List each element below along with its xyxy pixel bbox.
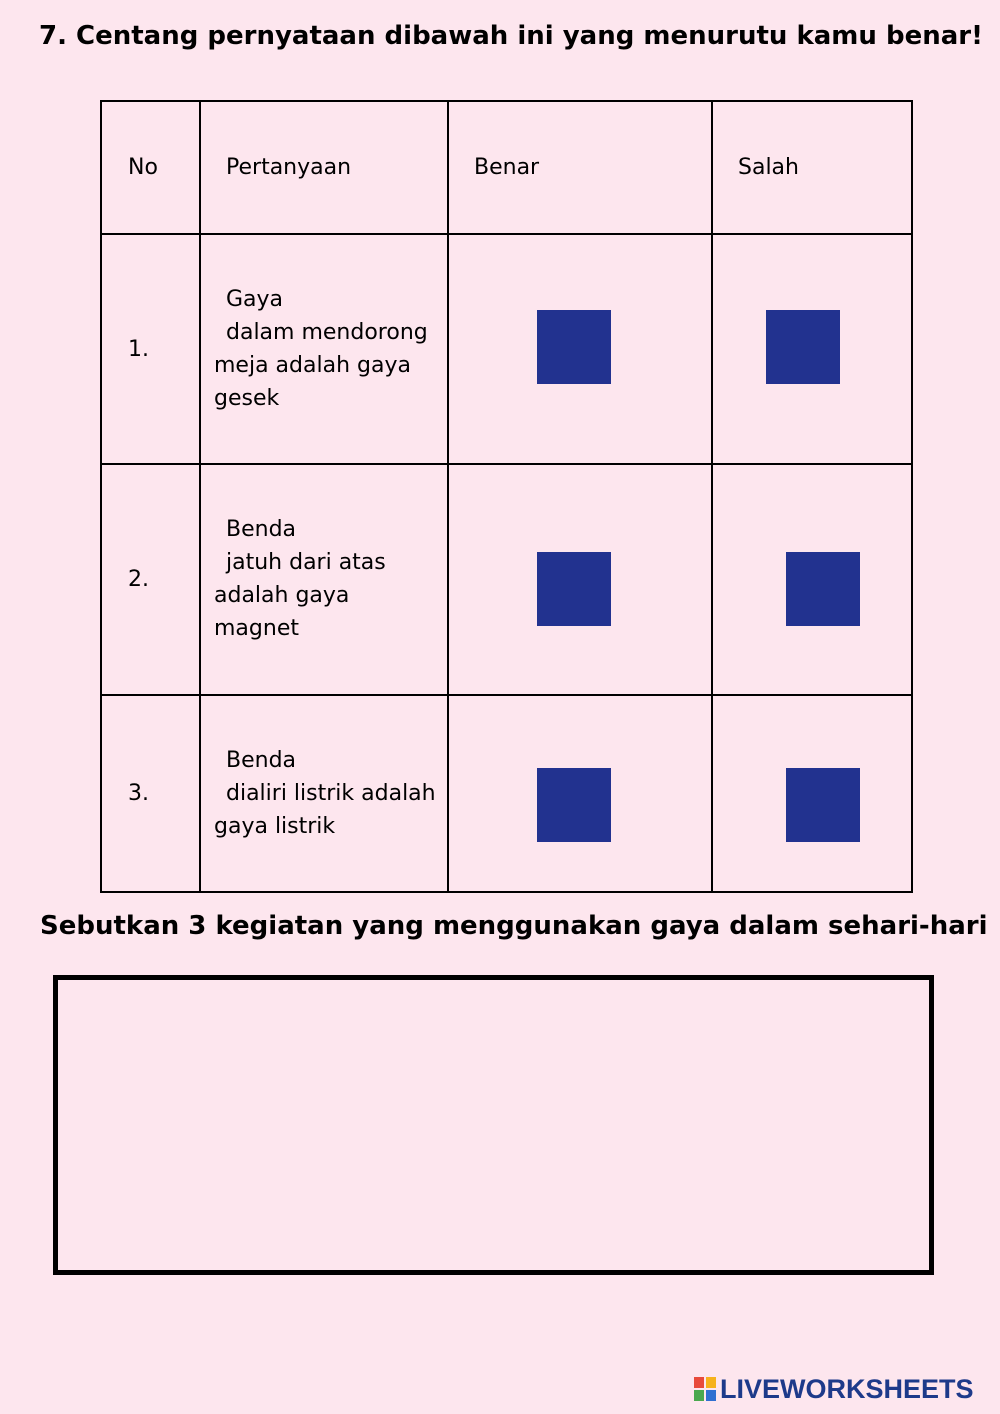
question-line: dalam mendorong	[226, 320, 428, 345]
checkbox-false-2[interactable]	[786, 552, 860, 626]
question-line: Benda	[226, 748, 297, 773]
header-true: Benar	[474, 155, 540, 180]
logo-mark-icon	[694, 1377, 716, 1401]
column-divider	[447, 102, 449, 891]
question-line: Benda	[226, 517, 297, 542]
row-divider	[102, 694, 911, 696]
question-line: dialiri listrik adalah	[226, 781, 436, 806]
checkbox-true-1[interactable]	[537, 310, 611, 384]
column-divider	[711, 102, 713, 891]
checkbox-false-3[interactable]	[786, 768, 860, 842]
logo-square	[694, 1377, 704, 1388]
header-no: No	[128, 155, 158, 180]
question-line: gesek	[214, 386, 280, 411]
question-title: 7. Centang pernyataan dibawah ini yang menurutu kamu benar!	[39, 21, 983, 51]
question-line: adalah gaya	[214, 583, 350, 608]
logo-square	[694, 1390, 704, 1401]
checkbox-false-1[interactable]	[766, 310, 840, 384]
liveworksheets-logo	[694, 1372, 974, 1406]
row-divider	[102, 233, 911, 235]
answer-text-box[interactable]	[53, 975, 934, 1275]
question-line: gaya listrik	[214, 814, 336, 839]
question-line: Gaya	[226, 287, 284, 312]
header-question: Pertanyaan	[226, 155, 352, 180]
activity-question: Sebutkan 3 kegiatan yang menggunakan gaya dalam sehari-hari	[40, 911, 988, 941]
question-text	[214, 513, 446, 645]
logo-text: LIVEWORKSHEETS	[720, 1373, 974, 1404]
column-divider	[199, 102, 201, 891]
logo-square	[706, 1377, 716, 1388]
question-line: meja adalah gaya	[214, 353, 411, 378]
question-text	[214, 283, 446, 415]
question-line: magnet	[214, 616, 299, 641]
row-number: 3.	[128, 781, 149, 806]
row-number: 1.	[128, 337, 149, 362]
checkbox-true-3[interactable]	[537, 768, 611, 842]
header-false: Salah	[738, 155, 799, 180]
logo-square	[706, 1390, 716, 1401]
question-line: jatuh dari atas	[226, 550, 386, 575]
row-divider	[102, 463, 911, 465]
question-text	[214, 744, 446, 843]
row-number: 2.	[128, 567, 149, 592]
checkbox-true-2[interactable]	[537, 552, 611, 626]
true-false-table	[100, 100, 913, 893]
